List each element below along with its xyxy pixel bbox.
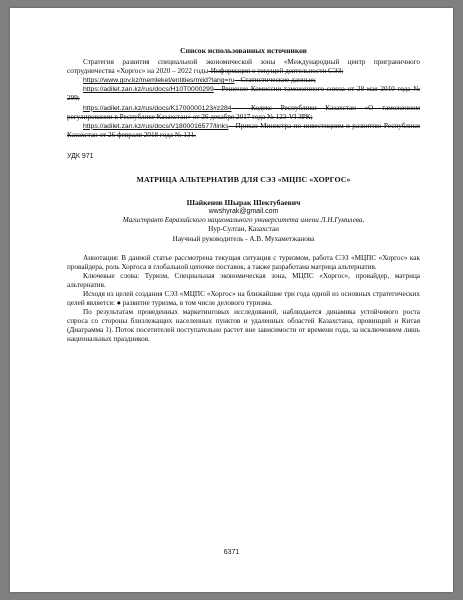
reference-3-link[interactable]: https://adilet.zan.kz/rus/docs/H10T0000299 (83, 86, 214, 94)
reference-item-2 (67, 76, 420, 85)
reference-item-4 (67, 104, 420, 122)
reference-2-struck: - Статистические данные; (234, 76, 316, 85)
abstract: Аннотация: В данной статье рассмотрена текущая ситуация с туризмом, работа СЭЗ «МЦПС «Хоргос» как провайдера, роль Хоргоса в глобальной цепочке поставок, а также разработана матрица альтернатив. (67, 253, 420, 271)
author-city: Нур-Султан, Казахстан (208, 225, 279, 234)
keywords: Ключевые слова: Туризм, Специальная экономическая зона, МЦПС «Хоргос», провайдер, матрица альтернатив. (67, 271, 420, 289)
reference-item-3 (67, 85, 420, 103)
reference-4-link[interactable]: https://adilet.zan.kz/rus/docs/K1700000123#z284 (83, 104, 232, 112)
author-affiliation: Магистрант Евразийского национального университета имени Л.Н.Гумилева, (122, 216, 365, 225)
page-content (67, 46, 420, 345)
udk-code: УДК 971 (67, 152, 94, 160)
author-name: Шайкенов Шырак Шектубаевич (186, 198, 301, 208)
article-title: МАТРИЦА АЛЬТЕРНАТИВ ДЛЯ СЭЗ «МЦПС «ХОРГОС» (136, 175, 351, 185)
reference-2-link[interactable]: https://www.gov.kz/memleket/entities/miid?lang=ru (83, 77, 235, 85)
reference-item-1 (67, 58, 420, 76)
document-page (10, 8, 453, 592)
body-paragraph-1: Исходя из целей создания СЭЗ «МЦПС «Хоргос» на ближайшие три года одной из основных стратегических целей является: ● развитие туризма, в том числе делового туризма. (67, 289, 420, 308)
references-title: Список использованных источников (180, 46, 307, 55)
reference-1-struck: -Информация о текущей деятельности СЭЗ; (208, 67, 344, 76)
page-number: 6371 (223, 549, 240, 556)
reference-1-lead: Стратегия развития специальной экономической зоны «Международный центр приграничного сотрудничества «Хоргос» на 2020 – 2022 годы (67, 58, 420, 76)
reference-5-link[interactable]: https://adilet.zan.kz/rus/docs/V1800016577/links (83, 122, 229, 130)
body-paragraph-2: По результатам проведенных маркетинговых исследований, наблюдается динамика устойчивого роста спроса со стороны близлежащих населенных пунктов и удаленных областей Казахстана, провинций и Китая (Диаграмма 1). Поток посетителей поступательно растет вне зависимости от времени года, за исключением лишь национальных праздников. (67, 308, 420, 344)
reference-4-struck: - Кодекс Республики Казахстан «О таможенном регулировании в Республике Казахстан» от 26 декабря 2017 года № 123-VI ЗРК; (67, 103, 420, 121)
supervisor: Научный руководитель - А.В. Мухаметжанова (172, 234, 315, 243)
author-email: wwshyrak@gmail.com (208, 208, 279, 216)
reference-5-struck: - Приказ Министра по инвестициям и развитию Республики Казахстан от 26 февраля 2018 года № 131. (67, 121, 420, 139)
reference-item-5 (67, 122, 420, 140)
reference-3-struck: - Решение Комиссии таможенного союза от 28 мая 2010 года № 299; (67, 85, 420, 103)
